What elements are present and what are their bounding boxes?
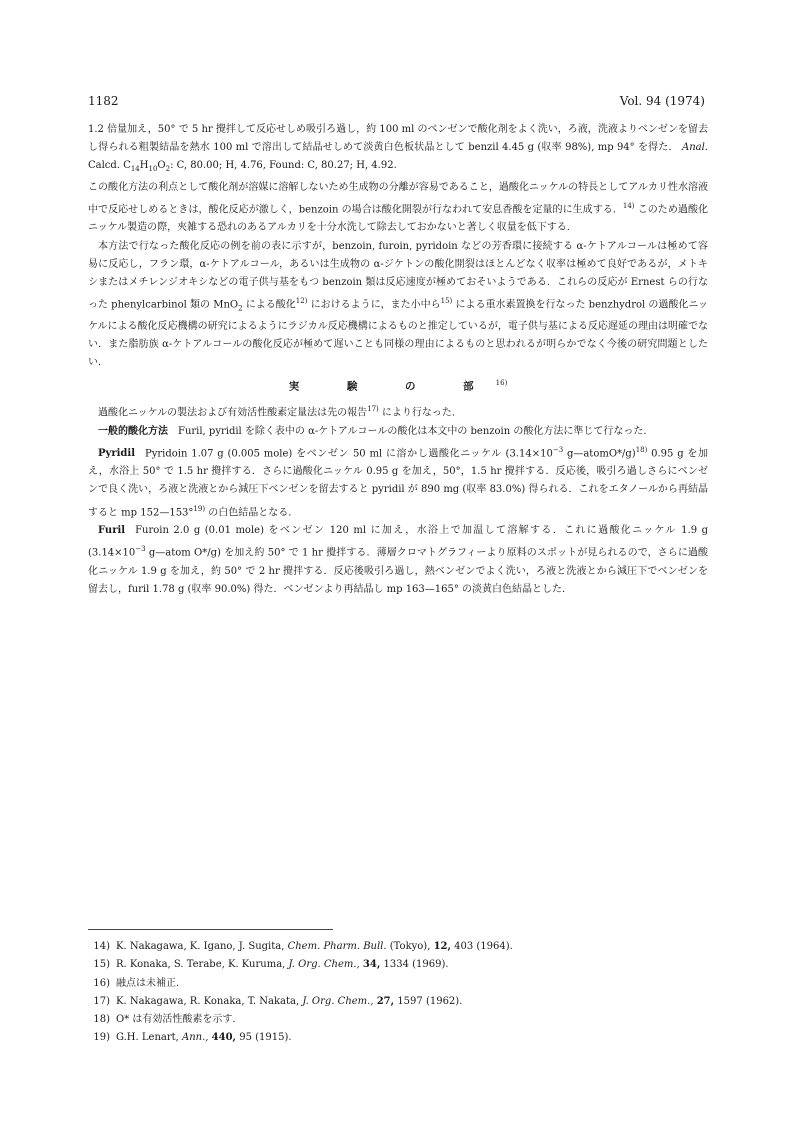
footnote <box>88 1029 708 1047</box>
formula-sub: 10 <box>148 165 158 174</box>
paragraph-1 <box>88 121 708 179</box>
reference-mark: 19) <box>193 504 206 513</box>
paragraph-3 <box>88 238 708 373</box>
general-method-heading: 一般的酸化方法 <box>98 425 168 437</box>
exponent: −3 <box>552 445 564 454</box>
pyridil-heading: Pyridil <box>98 448 135 460</box>
reference-mark: 17) <box>367 405 379 413</box>
footnote-volume: 34, <box>362 959 381 971</box>
formula-sub: 2 <box>165 165 171 174</box>
footnote-rule <box>88 929 333 930</box>
furil-heading: Furil <box>98 525 126 537</box>
footnote-number: 19) <box>93 1032 110 1044</box>
footnote-text: 融点は未補正. <box>116 977 180 989</box>
reference-mark: 14) <box>622 201 635 210</box>
paragraph-2-text: この酸化方法の利点として酸化剤が溶媒に溶解しないため生成物の分離が容易であること，過酸化ニッケルの特長としてアルカリ性水溶液中で反応せしめるときは，酸化反応が激しく，benzoin の場合は酸化開裂が行なわれて安息香酸を定量的に生成する． <box>88 181 708 216</box>
paragraph-3-text-c: におけるように，また小中ら <box>307 299 441 311</box>
page-number: 1182 <box>88 94 119 108</box>
footnote-volume: 27, <box>376 995 395 1007</box>
footnote <box>88 975 708 993</box>
footnote-rest: 1597 (1962). <box>397 995 463 1007</box>
footnote-rest: 95 (1915). <box>239 1032 292 1044</box>
paragraph-1-text: 1.2 倍量加え，50° で 5 hr 攪拌して反応せしめ吸引ろ過し，約 100 ml のベンゼンで酸化剤をよく洗い，ろ液，洗液よりベンゼンを留去し得られる粗製結晶を熱水 100 ml で溶出して結晶せしめて淡黄白色板状晶として benzil 4.45 g (収率 98%), mp 94° を得た． <box>88 124 708 154</box>
formula-h: H <box>139 160 149 172</box>
anal-calcd: Calcd. C <box>88 160 131 172</box>
pyridil-text-c: 0.95 g を加え，水浴上 50° で 1.5 hr 攪拌する．さらに過酸化ニッケル 0.95 g を加え，50°，1.5 hr 攪拌する．反応後，吸引ろ過しさらにベンゼンで良く洗い，ろ液と洗液とから減圧下ベンゼンを留去すると pyridil が 890 mg (収率 83.0%) 得られる．これをエタノールから再結晶すると mp 152—153° <box>88 448 708 518</box>
pyridil-procedure <box>88 441 708 522</box>
reference-mark: 15) <box>440 297 453 306</box>
footnote-text: O* は有効活性酸素を示す. <box>116 1014 236 1026</box>
footnote-number: 16) <box>93 977 110 989</box>
section-heading <box>88 374 708 396</box>
formula-sub: 14 <box>130 165 140 174</box>
footnote-volume: 440, <box>211 1032 237 1044</box>
footnote-authors: K. Nakagawa, R. Konaka, T. Nakata, <box>116 995 300 1007</box>
main-body <box>88 121 708 599</box>
reference-mark: 12) <box>295 297 308 306</box>
general-method-text: Furil, pyridil を除く表中の α-ケトアルコールの酸化は本文中の benzoin の酸化方法に準じて行なった． <box>178 425 654 437</box>
pyridil-text-a: Pyridoin 1.07 g (0.005 mole) をベンゼン 50 ml に溶かし過酸化ニッケル (3.14×10 <box>145 448 553 460</box>
experimental-intro-text-b: により行なった． <box>378 407 462 419</box>
anal-label: Anal. <box>681 142 708 154</box>
exponent: −3 <box>135 545 146 554</box>
paragraph-2-text-b: このため過酸化ニッケル製造の際，夾雑する恐れのあるアルカリを十分水洗して除去しておかないと著しく収量を低下する． <box>88 204 708 234</box>
footnote-journal: J. Org. Chem., <box>288 959 360 971</box>
footnote <box>88 1011 708 1029</box>
footnote-volume: 12, <box>433 941 451 952</box>
footnote-journal: Ann., <box>182 1032 209 1044</box>
experimental-intro-text: 過酸化ニッケルの製法および有効活性酸素定量法は先の報告 <box>98 407 368 419</box>
footnote-authors: K. Nakagawa, K. Igano, J. Sugita, <box>116 941 285 952</box>
footnote-journal: Chem. Pharm. Bull. <box>287 941 387 952</box>
footnote-number: 15) <box>93 959 110 971</box>
paragraph-2 <box>88 179 708 238</box>
footnote <box>88 993 708 1011</box>
anal-values: : C, 80.00; H, 4.76, Found: C, 80.27; H, 4.92. <box>170 160 397 172</box>
formula-o: O <box>157 160 166 172</box>
formula-sub: 2 <box>238 304 243 313</box>
footnote <box>88 956 708 974</box>
footnote-rest: 1334 (1969). <box>383 959 449 971</box>
footnote-number: 17) <box>93 995 110 1007</box>
furil-procedure <box>88 522 708 599</box>
paragraph-3-text: 本方法で行なった酸化反応の例を前の表に示すが，benzoin, furoin, pyridoin などの芳香環に接続する α-ケトアルコールは極めて容易に反応し，フラン環，α-ケトアルコール，あるいは生成物の α-ジケトンの酸化開裂はほとんどなく収率は極めて良好であるが，メトキシまたはメチレンジオキシなどの電子供与基をもつ benzoin 類は反応速度が極めておそいようである．これらの反応が Ernest らの行なった phenylcarbinol 類の MnO <box>88 240 708 311</box>
section-heading-text: 実 験 の 部 <box>288 380 496 393</box>
experimental-intro <box>88 400 708 423</box>
journal-volume: Vol. 94 (1974) <box>619 94 705 108</box>
footnote-number: 18) <box>93 1014 110 1026</box>
paragraph-3-text-b: による酸化 <box>242 299 296 311</box>
footnote <box>88 938 708 956</box>
footnote-rest: 403 (1964). <box>454 941 513 952</box>
footnote-place: (Tokyo), <box>389 941 431 952</box>
footnote-journal: J. Org. Chem., <box>302 995 374 1007</box>
pyridil-text-b: g—atomO*/g) <box>563 448 636 460</box>
footnote-authors: R. Konaka, S. Terabe, K. Kuruma, <box>116 959 286 971</box>
reference-mark: 18) <box>635 445 648 454</box>
paragraph-3-text-d: による重水素置換を行なった benzhydrol の過酸化ニッケルによる酸化反応機構の研究によるようにラジカル反応機構によるものと推定しているが，電子供与基による反応遅延の理由は明確でない．また脂肪族 α-ケトアルコールの酸化反応が極めて遅いことも同様の理由によるものと思われるが明らかでなく今後の研究問題としたい． <box>88 299 708 369</box>
footnotes <box>88 938 708 1048</box>
reference-mark: 16) <box>495 379 508 388</box>
pyridil-text-d: の白色結晶となる． <box>205 507 299 518</box>
footnote-number: 14) <box>93 941 110 952</box>
furil-text-a: Furoin 2.0 g (0.01 mole) をベンゼン 120 ml に加え，水浴上で加温して溶解する．これに過酸化ニッケル 1.9 g (3.14×10 <box>88 525 708 559</box>
general-method <box>88 423 708 441</box>
footnote-authors: G.H. Lenart, <box>116 1032 179 1044</box>
furil-text-b: g—atom O*/g) を加え約 50° で 1 hr 攪拌する．薄層クロマトグラフィーより原料のスポットが見られるので，さらに過酸化ニッケル 1.9 g を加え，約 50° で 2 hr 攪拌する．反応後吸引ろ過し，熱ベンゼンでよく洗い，ろ液と洗液とから減圧下でベンゼンを留去し，furil 1.78 g (収率 90.0%) 得た．ベンゼンより再結晶し mp 163—165° の淡黄白色結晶とした． <box>88 547 708 596</box>
